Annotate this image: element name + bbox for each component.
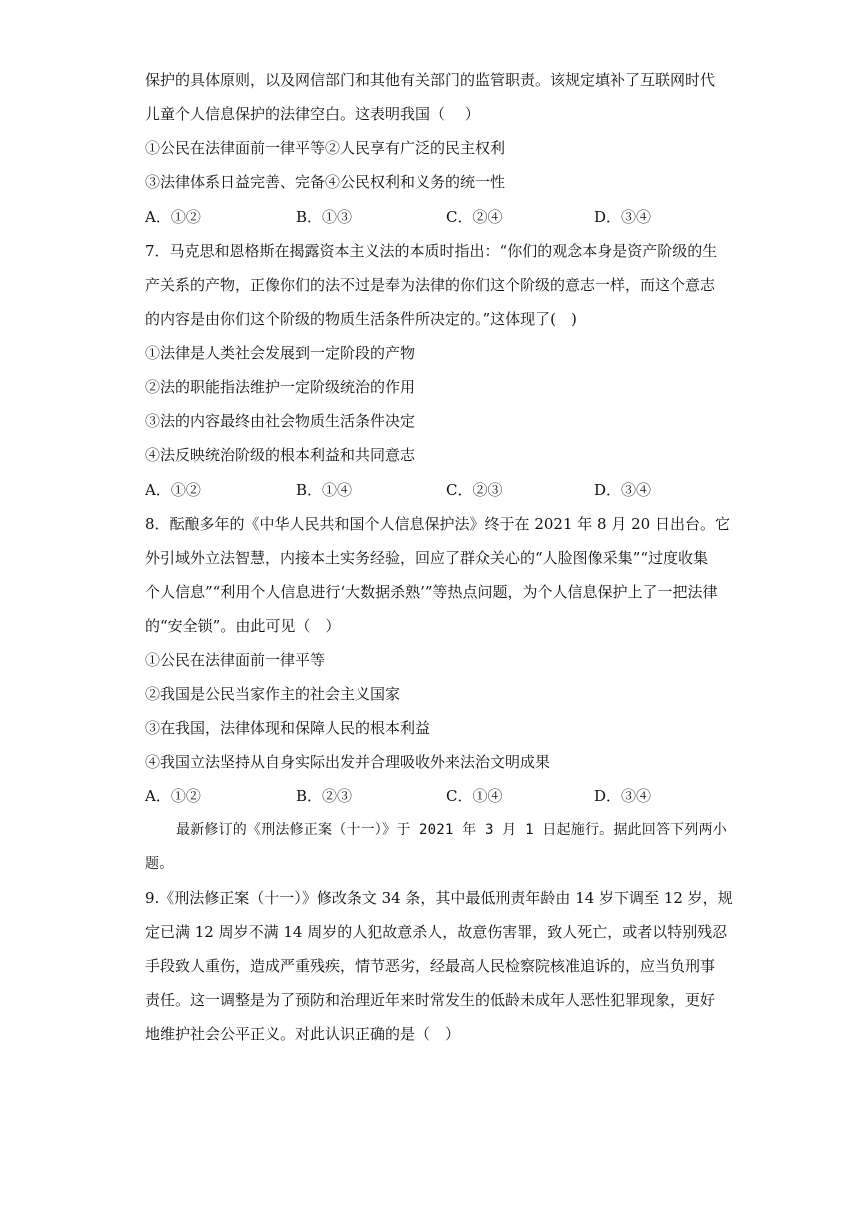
option-b[interactable]: B．①④ xyxy=(296,481,353,499)
question-stem-line: 责任。这一调整是为了预防和治理近年来时常发生的低龄未成年人恶性犯罪现象，更好 xyxy=(145,991,716,1009)
question-stem-line: 定已满 12 周岁不满 14 周岁的人犯故意杀人，故意伤害罪，致人死亡，或者以特别残忍 xyxy=(145,923,728,941)
statement-line: ②我国是公民当家作主的社会主义国家 xyxy=(145,685,401,703)
option-d[interactable]: D．③④ xyxy=(594,481,652,499)
question-stem-line: 9.《刑法修正案（十一）》修改条文 34 条，其中最低刑责年龄由 14 岁下调至 12 岁，规 xyxy=(145,889,733,907)
statement-line: ③在我国，法律体现和保障人民的根本利益 xyxy=(145,719,431,737)
option-a[interactable]: A．①② xyxy=(145,208,201,226)
option-d[interactable]: D．③④ xyxy=(594,787,652,805)
statement-line: ①法律是人类社会发展到一定阶段的产物 xyxy=(145,344,416,362)
question-stem-line: 的内容是由你们这个阶级的物质生活条件所决定的。”这体现了( ) xyxy=(145,310,577,328)
option-c[interactable]: C．②③ xyxy=(446,481,503,499)
option-a[interactable]: A．①② xyxy=(145,481,201,499)
statement-line: ③法律体系日益完善、完备④公民权利和义务的统一性 xyxy=(145,173,506,191)
statement-line: ①公民在法律面前一律平等 xyxy=(145,651,326,669)
option-c[interactable]: C．②④ xyxy=(446,208,503,226)
statement-line: ③法的内容最终由社会物质生活条件决定 xyxy=(145,412,416,430)
statement-line: ④法反映统治阶级的根本利益和共同意志 xyxy=(145,446,416,464)
question-stem-line: 个人信息”“利用个人信息进行‘大数据杀熟’”等热点问题，为个人信息保护上了一把法律 xyxy=(145,583,718,601)
question-stem-line: 保护的具体原则，以及网信部门和其他有关部门的监管职责。该规定填补了互联网时代 xyxy=(145,71,716,89)
option-a[interactable]: A．①② xyxy=(145,787,201,805)
question-stem-line: 8．酝酿多年的《中华人民共和国个人信息保护法》终于在 2021 年 8 月 20 日出台。它 xyxy=(145,515,730,533)
question-stem-line: 7．马克思和恩格斯在揭露资本主义法的本质时指出：“你们的观念本身是资产阶级的生 xyxy=(145,242,718,260)
question-stem-line: 儿童个人信息保护的法律空白。这表明我国（ ） xyxy=(145,105,480,123)
question-stem-line: 的“安全锁”。由此可见（ ） xyxy=(145,617,341,635)
intro-line: 题。 xyxy=(145,856,174,872)
option-c[interactable]: C．①④ xyxy=(446,787,503,805)
statement-line: ①公民在法律面前一律平等②人民享有广泛的民主权利 xyxy=(145,139,506,157)
statement-line: ④我国立法坚持从自身实际出发并合理吸收外来法治文明成果 xyxy=(145,753,551,771)
question-stem-line: 产关系的产物，正像你们的法不过是奉为法律的你们这个阶级的意志一样，而这个意志 xyxy=(145,276,716,294)
question-stem-line: 外引域外立法智慧，内接本土实务经验，回应了群众关心的“人脸图像采集”“过度收集 xyxy=(145,549,709,567)
statement-line: ②法的职能指法维护一定阶级统治的作用 xyxy=(145,378,416,396)
intro-line: 最新修订的《刑法修正案（十一）》于 2021 年 3 月 1 日起施行。据此回答下列两小 xyxy=(176,822,727,838)
option-b[interactable]: B．①③ xyxy=(296,208,353,226)
option-b[interactable]: B．②③ xyxy=(296,787,353,805)
question-stem-line: 手段致人重伤，造成严重残疾，情节恶劣，经最高人民检察院核准追诉的，应当负刑事 xyxy=(145,957,716,975)
question-stem-line: 地维护社会公平正义。对此认识正确的是（ ） xyxy=(145,1025,461,1043)
option-d[interactable]: D．③④ xyxy=(594,208,652,226)
